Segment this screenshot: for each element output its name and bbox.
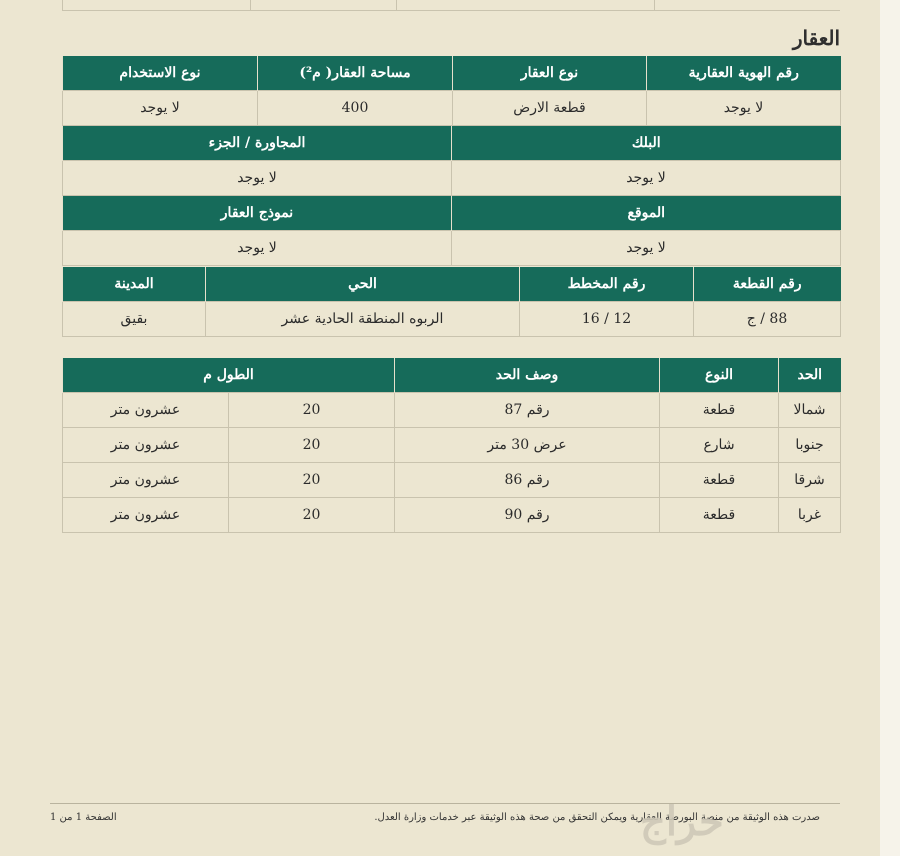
header-boundary: الحد bbox=[779, 358, 841, 393]
district-value: الربوه المنطقة الحادية عشر bbox=[206, 302, 520, 337]
city-value: بقيق bbox=[63, 302, 206, 337]
boundary-type: قطعة bbox=[660, 393, 779, 428]
block-value: لا يوجد bbox=[452, 161, 841, 196]
usage-type-value: لا يوجد bbox=[63, 91, 258, 126]
boundary-description: رقم 90 bbox=[395, 498, 660, 533]
header-neighborhood-part: المجاورة / الجزء bbox=[63, 126, 452, 161]
header-property-type: نوع العقار bbox=[453, 56, 647, 91]
header-property-model: نموذج العقار bbox=[63, 196, 452, 231]
header-type: النوع bbox=[660, 358, 779, 393]
header-area: مساحة العقار( م²) bbox=[258, 56, 453, 91]
boundary-length-text: عشرون متر bbox=[63, 428, 229, 463]
header-usage-type: نوع الاستخدام bbox=[63, 56, 258, 91]
boundary-length-text: عشرون متر bbox=[63, 393, 229, 428]
boundary-length-number: 20 bbox=[229, 498, 395, 533]
neighborhood-part-value: لا يوجد bbox=[63, 161, 452, 196]
header-location: الموقع bbox=[452, 196, 841, 231]
table-header-row bbox=[63, 56, 841, 91]
table-row bbox=[63, 393, 841, 428]
header-block: البلك bbox=[452, 126, 841, 161]
location-table bbox=[62, 196, 841, 266]
property-id-value: لا يوجد bbox=[647, 91, 841, 126]
table-row bbox=[63, 463, 841, 498]
boundary-side: شمالا bbox=[779, 393, 841, 428]
property-info-table bbox=[62, 56, 841, 126]
boundary-description: رقم 86 bbox=[395, 463, 660, 498]
table-header-row bbox=[63, 267, 841, 302]
property-model-value: لا يوجد bbox=[63, 231, 452, 266]
table-row bbox=[63, 498, 841, 533]
table-header-row bbox=[63, 126, 841, 161]
page-edge bbox=[880, 0, 900, 856]
section-title: العقار bbox=[792, 26, 840, 50]
header-length: الطول م bbox=[63, 358, 395, 393]
boundary-side: شرقا bbox=[779, 463, 841, 498]
property-type-value: قطعة الارض bbox=[453, 91, 647, 126]
boundary-side: غربا bbox=[779, 498, 841, 533]
boundary-side: جنوبا bbox=[779, 428, 841, 463]
table-row bbox=[63, 231, 841, 266]
table-row bbox=[63, 91, 841, 126]
boundaries-table bbox=[62, 358, 841, 533]
header-plot-number: رقم القطعة bbox=[694, 267, 841, 302]
header-district: الحي bbox=[206, 267, 520, 302]
header-plan-number: رقم المخطط bbox=[520, 267, 694, 302]
watermark-logo: حراج bbox=[640, 798, 724, 845]
table-row bbox=[63, 428, 841, 463]
header-city: المدينة bbox=[63, 267, 206, 302]
boundary-length-text: عشرون متر bbox=[63, 463, 229, 498]
previous-table-edge bbox=[62, 0, 840, 11]
boundary-type: شارع bbox=[660, 428, 779, 463]
boundary-length-number: 20 bbox=[229, 463, 395, 498]
table-header-row bbox=[63, 358, 841, 393]
boundary-type: قطعة bbox=[660, 463, 779, 498]
area-value: 400 bbox=[258, 91, 453, 126]
footer-note: صدرت هذه الوثيقة من منصة البورصة العقارية ويمكن التحقق من صحة هذه الوثيقة عبر خدمات وزارة العدل. bbox=[374, 812, 820, 823]
plot-number-value: 88 / ج bbox=[694, 302, 841, 337]
page-number: الصفحة 1 من 1 bbox=[50, 812, 117, 823]
boundary-description: رقم 87 bbox=[395, 393, 660, 428]
boundary-length-number: 20 bbox=[229, 393, 395, 428]
header-property-id: رقم الهوية العقارية bbox=[647, 56, 841, 91]
table-row bbox=[63, 302, 841, 337]
boundary-length-text: عشرون متر bbox=[63, 498, 229, 533]
boundary-length-number: 20 bbox=[229, 428, 395, 463]
table-row bbox=[63, 161, 841, 196]
boundary-type: قطعة bbox=[660, 498, 779, 533]
plan-number-value: 12 / 16 bbox=[520, 302, 694, 337]
location-value: لا يوجد bbox=[452, 231, 841, 266]
block-table bbox=[62, 126, 841, 196]
plot-table bbox=[62, 267, 841, 337]
table-header-row bbox=[63, 196, 841, 231]
header-boundary-description: وصف الحد bbox=[395, 358, 660, 393]
boundary-description: عرض 30 متر bbox=[395, 428, 660, 463]
